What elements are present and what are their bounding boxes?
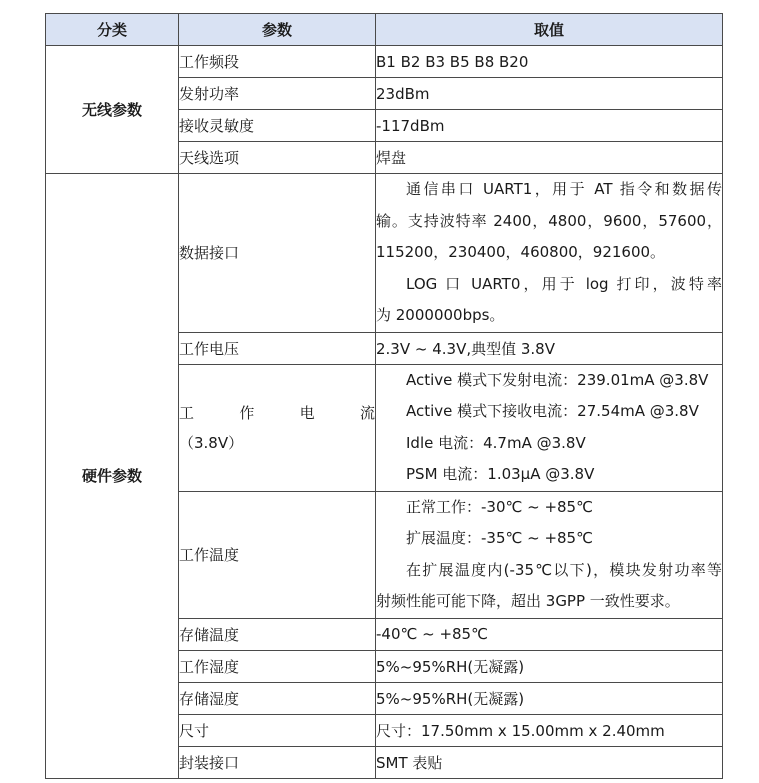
header-row [46,14,723,46]
value-line: 输。支持波特率 2400，4800，9600，57600， [376,211,722,230]
value-cell: 尺寸：17.50mm x 15.00mm x 2.40mm [376,714,723,746]
param-cell: 工作频段 [179,46,376,78]
param-line: （3.8V） [179,433,244,452]
value-cell [376,491,723,618]
param-cell: 尺寸 [179,714,376,746]
value-line: 扩展温度：-35℃ ~ +85℃ [406,529,593,547]
value-line: 射频性能可能下降，超出 3GPP 一致性要求。 [376,592,680,610]
table-row [46,46,723,78]
header-value: 取值 [376,14,723,46]
value-cell: -117dBm [376,110,723,142]
param-cell: 工作电压 [179,332,376,364]
value-line: PSM 电流：1.03μA @3.8V [406,465,595,483]
param-cell: 工作湿度 [179,650,376,682]
value-line: LOG 口 UART0，用于 log 打印，波特率 [406,274,722,293]
param-cell: 封装接口 [179,746,376,778]
param-cell [179,364,376,491]
param-cell: 存储湿度 [179,682,376,714]
value-line: 为 2000000bps。 [376,306,505,324]
value-line: Active 模式下发射电流：239.01mA @3.8V [406,370,709,389]
category-hardware: 硬件参数 [46,174,179,779]
value-cell: 焊盘 [376,142,723,174]
value-cell: -40℃ ~ +85℃ [376,618,723,650]
value-line: 在扩展温度内(-35℃以下)，模块发射功率等 [406,560,722,579]
header-parameter: 参数 [179,14,376,46]
value-line: 115200，230400，460800，921600。 [376,243,666,261]
value-cell: B1 B2 B3 B5 B8 B20 [376,46,723,78]
spec-table [45,13,723,779]
header-category: 分类 [46,14,179,46]
param-cell: 工作温度 [179,491,376,618]
value-cell [376,364,723,491]
param-cell: 发射功率 [179,78,376,110]
value-cell: 5%~95%RH(无凝露) [376,650,723,682]
table-row [46,174,723,333]
value-cell: SMT 表贴 [376,746,723,778]
value-line: Active 模式下接收电流：27.54mA @3.8V [406,402,699,420]
param-line: 工 作 电 流 [179,403,375,422]
param-cell: 天线选项 [179,142,376,174]
value-line: Idle 电流：4.7mA @3.8V [406,433,586,452]
param-cell: 存储温度 [179,618,376,650]
param-cell: 数据接口 [179,174,376,333]
value-cell [376,174,723,333]
value-line: 通信串口 UART1，用于 AT 指令和数据传 [406,180,722,198]
category-wireless: 无线参数 [46,46,179,174]
param-cell: 接收灵敏度 [179,110,376,142]
value-line: 正常工作：-30℃ ~ +85℃ [406,497,593,516]
value-cell: 5%~95%RH(无凝露) [376,682,723,714]
value-cell: 2.3V ~ 4.3V,典型值 3.8V [376,332,723,364]
value-cell: 23dBm [376,78,723,110]
